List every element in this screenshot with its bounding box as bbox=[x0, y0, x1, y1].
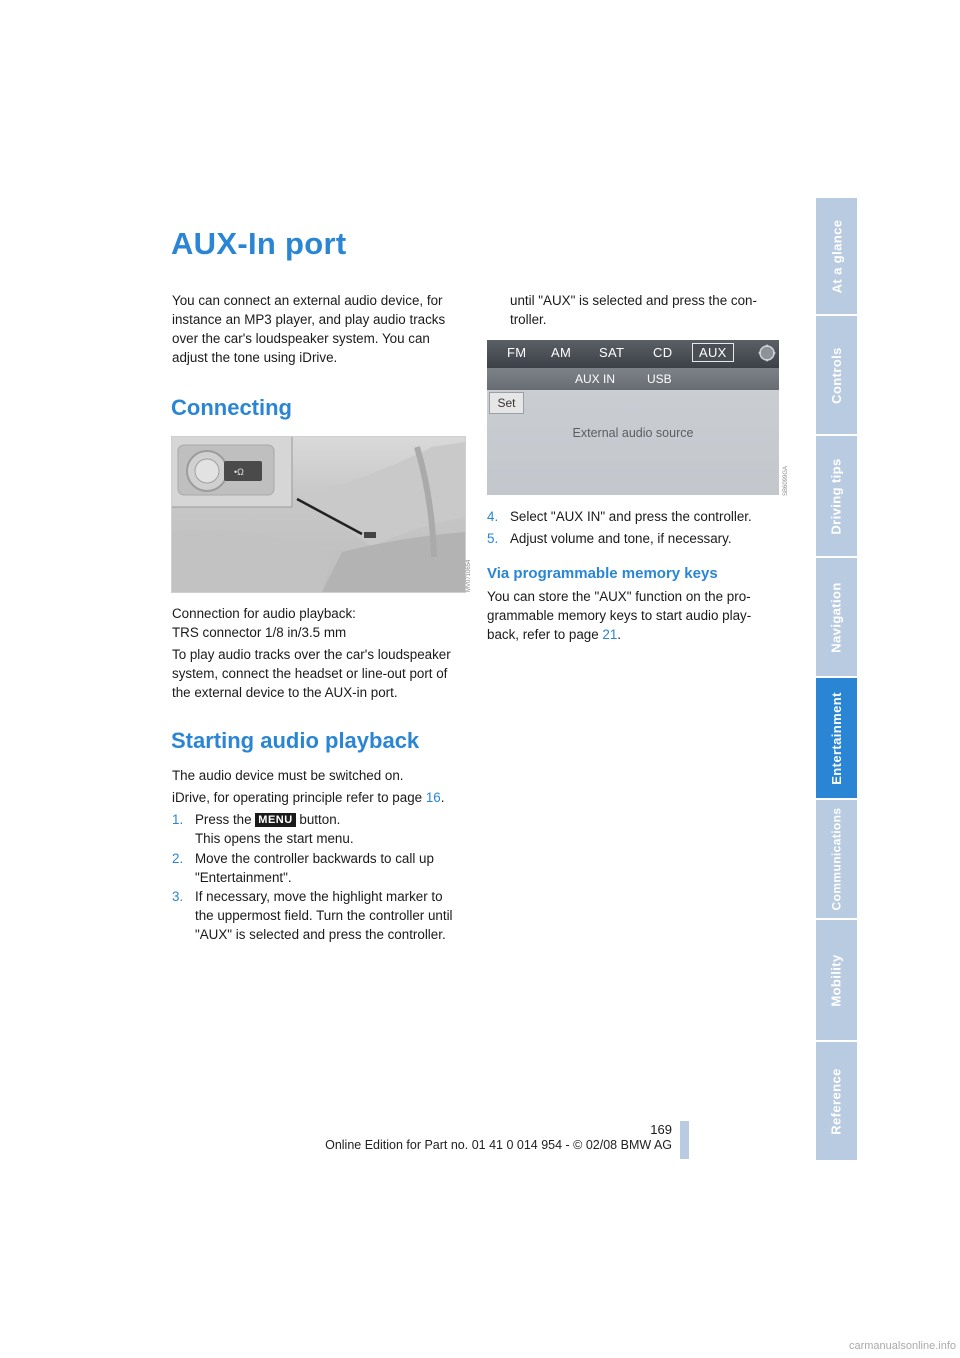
memory-end: . bbox=[617, 627, 622, 642]
caption-line-1: Connection for audio playback: bbox=[172, 606, 356, 621]
controller-icon bbox=[757, 343, 777, 363]
screen-sub-bar bbox=[487, 368, 779, 390]
set-button[interactable]: Set bbox=[489, 392, 524, 414]
screen-tab-bar bbox=[487, 340, 779, 368]
step-3 bbox=[172, 887, 464, 942]
step-3-continuation: until "AUX" is selected and press the con- troller. bbox=[510, 293, 757, 327]
starting-p2 bbox=[172, 788, 444, 807]
step-4-text: Select "AUX IN" and press the controller. bbox=[510, 509, 752, 524]
sidebar-item-driving-tips[interactable] bbox=[816, 436, 857, 556]
page-link-21[interactable]: 21 bbox=[602, 627, 618, 642]
step-5 bbox=[487, 529, 779, 548]
starting-p1: The audio device must be switched on. bbox=[172, 768, 404, 783]
tab-aux[interactable]: AUX bbox=[692, 343, 734, 362]
heading-starting-audio: Starting audio playback bbox=[171, 728, 420, 753]
step-5-text: Adjust volume and tone, if necessary. bbox=[510, 531, 732, 546]
heading-memory-keys: Via programmable memory keys bbox=[487, 565, 718, 582]
menu-key-icon: MENU bbox=[255, 813, 295, 827]
step-3-number: 3. bbox=[172, 889, 184, 904]
sidebar-label: Navigation bbox=[829, 581, 844, 653]
sidebar-item-reference[interactable] bbox=[816, 1042, 857, 1160]
step-4 bbox=[487, 507, 779, 526]
memory-paragraph bbox=[487, 587, 772, 644]
heading-connecting: Connecting bbox=[171, 395, 292, 420]
sidebar-item-mobility[interactable] bbox=[816, 920, 857, 1040]
step-1-number: 1. bbox=[172, 812, 184, 827]
sidebar-label: Controls bbox=[829, 346, 844, 404]
subtab-usb[interactable]: USB bbox=[647, 372, 672, 386]
page-number: 169 bbox=[650, 1122, 672, 1137]
watermark: carmanualsonline.info bbox=[848, 1340, 956, 1352]
caption-line-2: TRS connector 1/8 in/3.5 mm bbox=[172, 625, 347, 640]
external-audio-message: External audio source bbox=[572, 426, 694, 440]
aux-port-photo bbox=[171, 436, 466, 593]
idrive-screen bbox=[487, 340, 779, 495]
connecting-paragraph: To play audio tracks over the car's loudspeaker system, connect the headset or line-out port of the external device to the AUX-in port. bbox=[172, 647, 451, 700]
sidebar-item-at-a-glance[interactable] bbox=[816, 198, 857, 314]
step-4-number: 4. bbox=[487, 509, 499, 524]
tab-fm[interactable]: FM bbox=[507, 345, 527, 360]
footer-edition: Online Edition for Part no. 01 41 0 014 954 - © 02/08 BMW AG bbox=[325, 1138, 672, 1152]
intro-paragraph: You can connect an external audio device, for instance an MP3 player, and play audio tracks over the car's loudspeaker system. You can adjust the tone using iDrive. bbox=[172, 293, 446, 365]
photo-code: MV0710654 bbox=[466, 559, 472, 592]
step-2 bbox=[172, 849, 464, 887]
page-title: AUX-In port bbox=[171, 226, 347, 261]
sidebar-item-controls[interactable] bbox=[816, 316, 857, 434]
step-2-text: Move the controller backwards to call up "Entertainment". bbox=[195, 851, 434, 885]
tab-sat[interactable]: SAT bbox=[599, 345, 625, 360]
step-5-number: 5. bbox=[487, 531, 499, 546]
step-1 bbox=[172, 810, 464, 848]
sidebar-label: Driving tips bbox=[829, 457, 844, 535]
sidebar-label: Mobility bbox=[829, 953, 844, 1007]
sidebar-item-entertainment[interactable] bbox=[816, 678, 857, 798]
step-2-number: 2. bbox=[172, 851, 184, 866]
step-1-line2: This opens the start menu. bbox=[195, 831, 354, 846]
tab-am[interactable]: AM bbox=[551, 345, 572, 360]
aux-port-illustration bbox=[172, 437, 465, 592]
page-link-16[interactable]: 16 bbox=[425, 790, 441, 805]
step-1-post: button. bbox=[295, 812, 341, 827]
subtab-aux-in[interactable]: AUX IN bbox=[575, 372, 616, 386]
tab-cd[interactable]: CD bbox=[653, 345, 673, 360]
screen-code: SB6099GA bbox=[783, 465, 789, 496]
svg-text:•Ω: •Ω bbox=[234, 467, 244, 477]
sidebar-item-navigation[interactable] bbox=[816, 558, 857, 676]
sidebar-item-communications[interactable] bbox=[816, 800, 857, 918]
step-3-text: If necessary, move the highlight marker to the uppermost field. Turn the controller until "AUX" is selected and press the controller. bbox=[195, 889, 453, 942]
sidebar-label: Entertainment bbox=[829, 691, 845, 785]
sidebar-label: Communications bbox=[829, 807, 844, 911]
sidebar-label: At a glance bbox=[829, 219, 845, 293]
footer-accent-bar bbox=[680, 1121, 689, 1159]
memory-text: You can store the "AUX" function on the pro- grammable memory keys to start audio play- back, refer to page bbox=[487, 589, 752, 642]
sidebar-label: Reference bbox=[829, 1067, 844, 1135]
starting-p2-text: iDrive, for operating principle refer to page bbox=[172, 790, 426, 805]
step-1-pre: Press the bbox=[195, 812, 256, 827]
starting-p2-end: . bbox=[440, 790, 445, 805]
